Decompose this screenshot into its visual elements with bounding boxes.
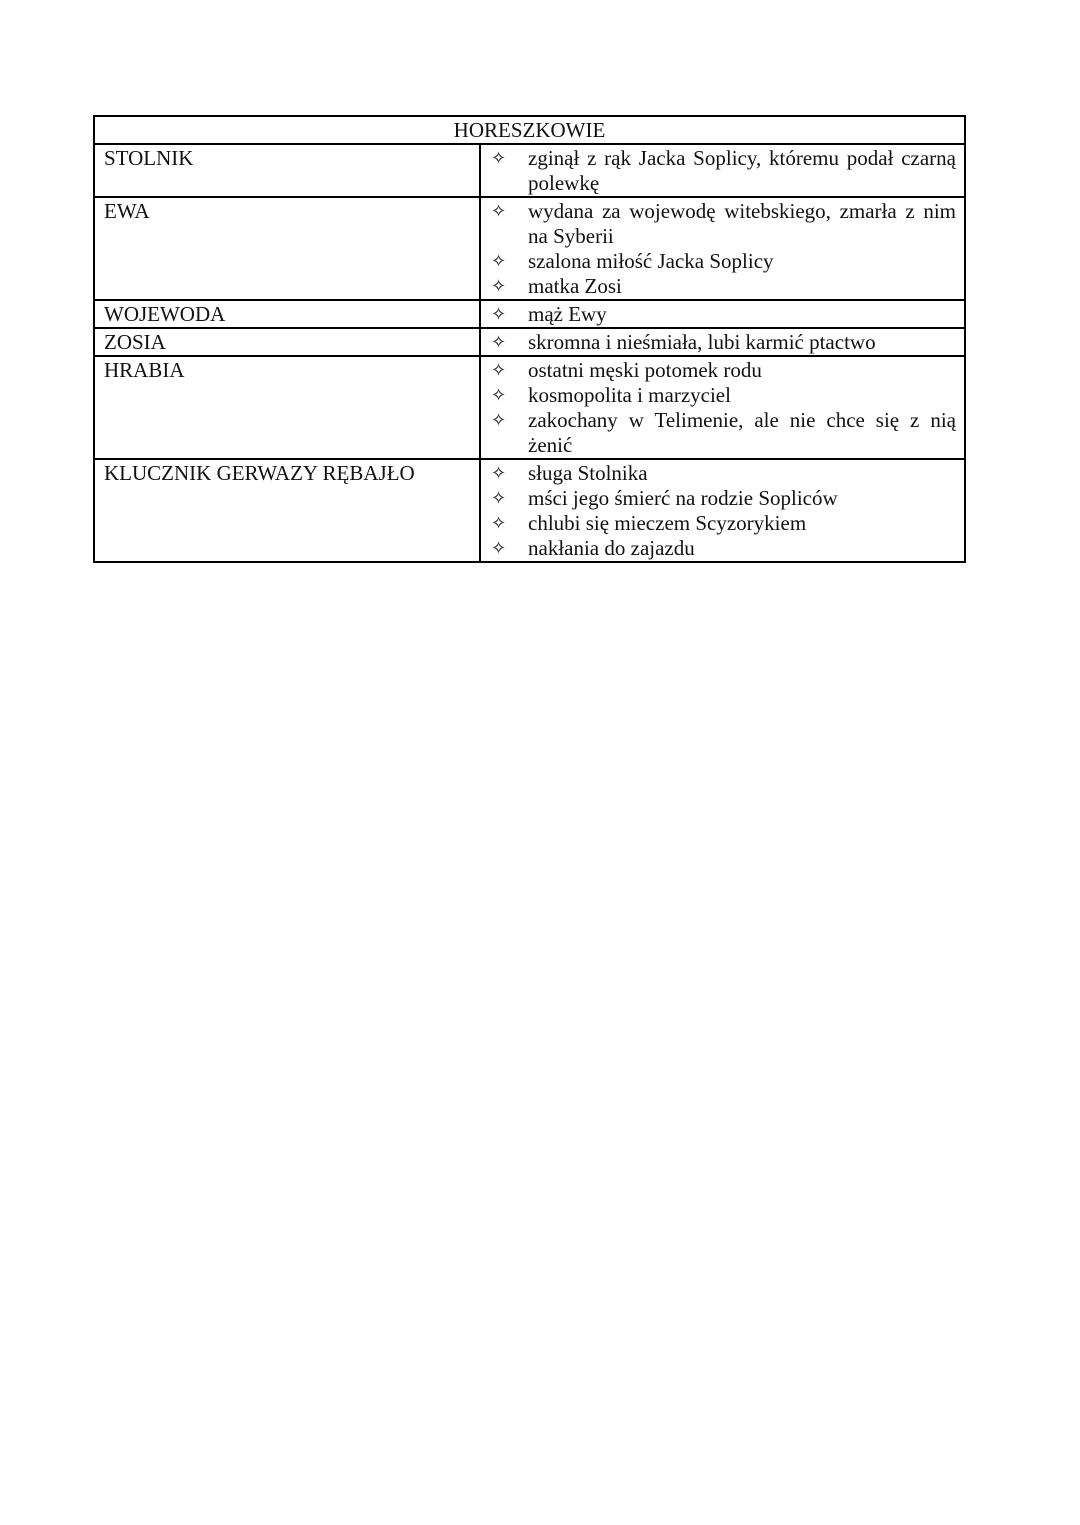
four-pointed-star-icon: ✧ xyxy=(491,148,507,169)
list-item-text: skromna i nieśmiała, lubi karmić ptactwo xyxy=(528,330,876,354)
bullet-list xyxy=(481,199,956,299)
four-pointed-star-icon: ✧ xyxy=(491,304,507,325)
list-item xyxy=(481,461,956,486)
character-description xyxy=(480,300,965,328)
list-item-text: chlubi się mieczem Scyzorykiem xyxy=(528,511,807,535)
table-header-row xyxy=(94,116,965,144)
list-item xyxy=(481,274,956,299)
list-item xyxy=(481,383,956,408)
table-row xyxy=(94,328,965,356)
list-item-text: matka Zosi xyxy=(528,274,622,298)
list-item xyxy=(481,486,956,511)
list-item xyxy=(481,330,956,355)
four-pointed-star-icon: ✧ xyxy=(491,410,507,431)
bullet-list xyxy=(481,358,956,458)
character-description xyxy=(480,144,965,197)
table-row xyxy=(94,459,965,562)
bullet-list xyxy=(481,302,956,327)
characters-table xyxy=(93,115,966,563)
table-row xyxy=(94,356,965,459)
list-item-text: zginął z rąk Jacka Soplicy, któremu podał czarną polewkę xyxy=(528,146,956,195)
list-item xyxy=(481,249,956,274)
list-item-text: nakłania do zajazdu xyxy=(528,536,695,560)
character-name: STOLNIK xyxy=(94,144,480,197)
list-item xyxy=(481,511,956,536)
four-pointed-star-icon: ✧ xyxy=(491,463,507,484)
table-title: HORESZKOWIE xyxy=(94,116,965,144)
list-item xyxy=(481,199,956,249)
list-item-text: kosmopolita i marzyciel xyxy=(528,383,731,407)
list-item xyxy=(481,408,956,458)
character-name: ZOSIA xyxy=(94,328,480,356)
list-item-text: szalona miłość Jacka Soplicy xyxy=(528,249,774,273)
four-pointed-star-icon: ✧ xyxy=(491,538,507,559)
list-item-text: mąż Ewy xyxy=(528,302,607,326)
bullet-list xyxy=(481,330,956,355)
four-pointed-star-icon: ✧ xyxy=(491,513,507,534)
character-description xyxy=(480,197,965,300)
bullet-list xyxy=(481,461,956,561)
character-description xyxy=(480,328,965,356)
character-name: WOJEWODA xyxy=(94,300,480,328)
list-item xyxy=(481,146,956,196)
list-item-text: sługa Stolnika xyxy=(528,461,648,485)
bullet-list xyxy=(481,146,956,196)
four-pointed-star-icon: ✧ xyxy=(491,332,507,353)
list-item-text: mści jego śmierć na rodzie Sopliców xyxy=(528,486,838,510)
character-description xyxy=(480,356,965,459)
four-pointed-star-icon: ✧ xyxy=(491,276,507,297)
list-item-text: ostatni męski potomek rodu xyxy=(528,358,762,382)
table-row xyxy=(94,300,965,328)
four-pointed-star-icon: ✧ xyxy=(491,360,507,381)
four-pointed-star-icon: ✧ xyxy=(491,251,507,272)
list-item-text: zakochany w Telimenie, ale nie chce się z nią żenić xyxy=(528,408,956,457)
four-pointed-star-icon: ✧ xyxy=(491,201,507,222)
character-name: HRABIA xyxy=(94,356,480,459)
character-name: EWA xyxy=(94,197,480,300)
list-item xyxy=(481,302,956,327)
list-item xyxy=(481,536,956,561)
list-item xyxy=(481,358,956,383)
four-pointed-star-icon: ✧ xyxy=(491,385,507,406)
four-pointed-star-icon: ✧ xyxy=(491,488,507,509)
table-row xyxy=(94,144,965,197)
character-name: KLUCZNIK GERWAZY RĘBAJŁO xyxy=(94,459,480,562)
character-description xyxy=(480,459,965,562)
list-item-text: wydana za wojewodę witebskiego, zmarła z nim na Syberii xyxy=(528,199,956,248)
table-row xyxy=(94,197,965,300)
